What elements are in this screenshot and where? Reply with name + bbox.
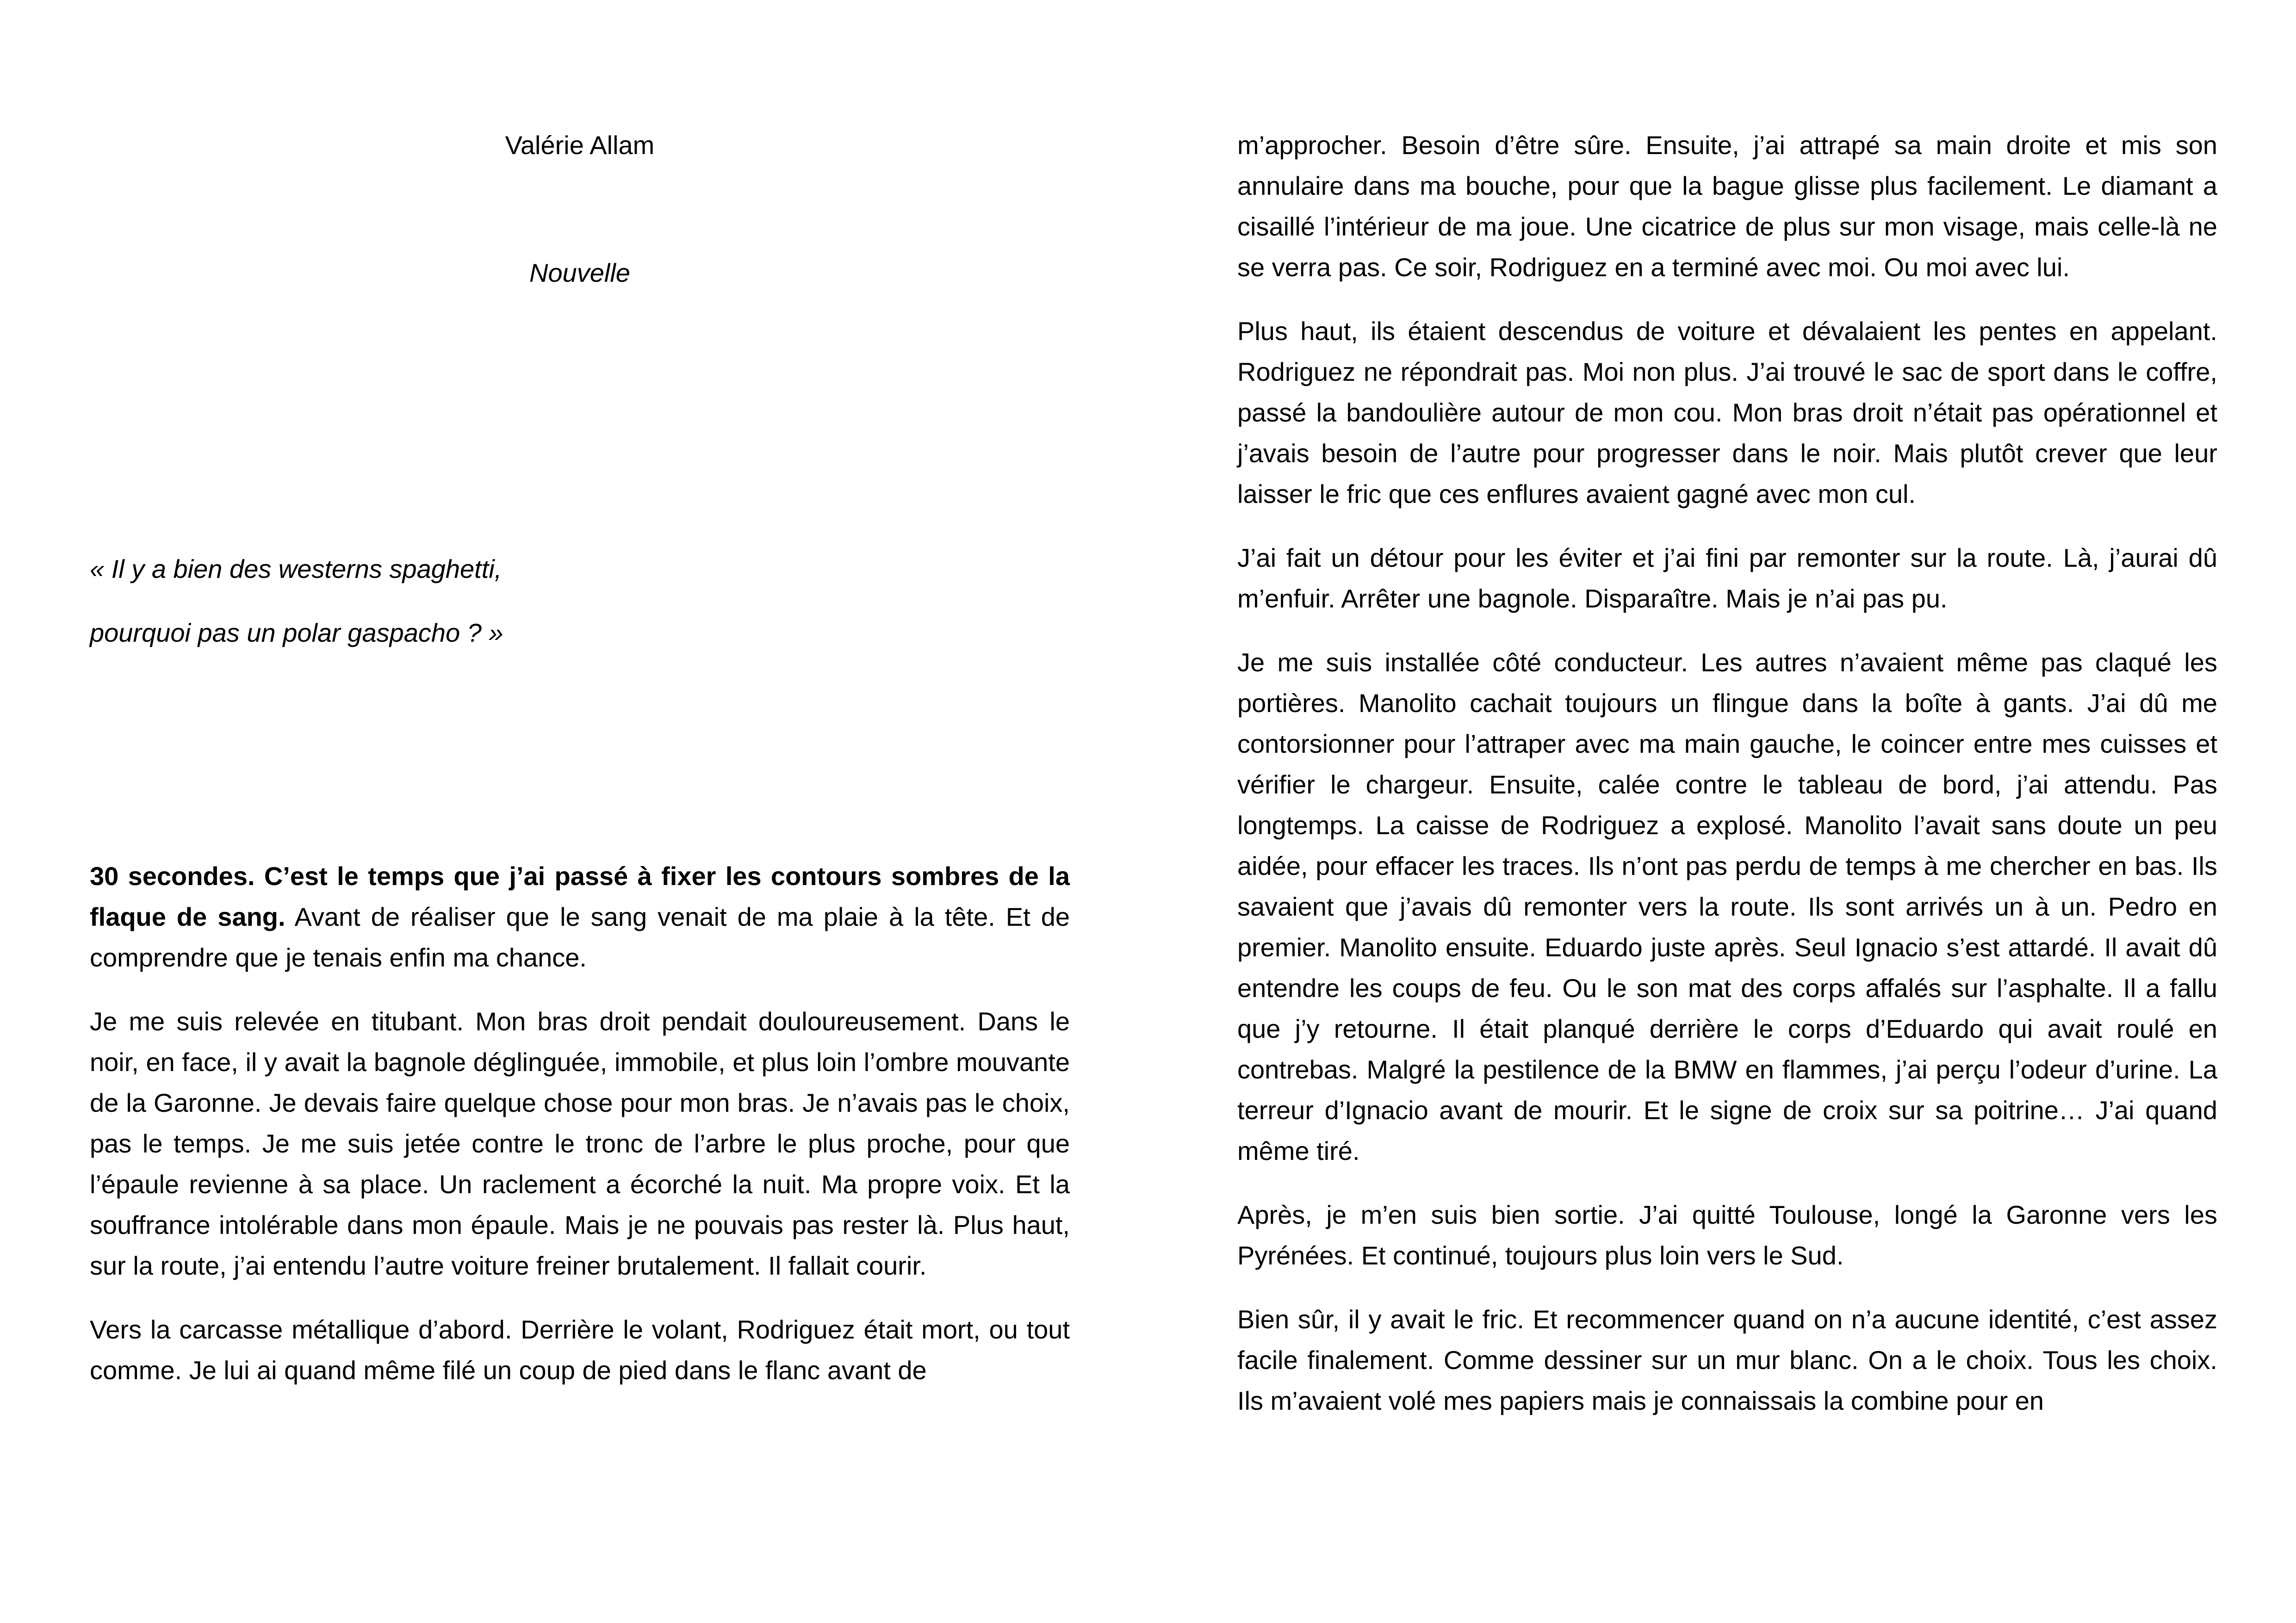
left-page bbox=[90, 125, 1070, 1414]
epigraph-line-1: « Il y a bien des westerns spaghetti, bbox=[90, 554, 502, 583]
epigraph-line-2: pourquoi pas un polar gaspacho ? » bbox=[90, 618, 503, 647]
paragraph-1 bbox=[90, 856, 1070, 978]
right-page bbox=[1237, 125, 2217, 1444]
author-name: Valérie Allam bbox=[505, 130, 655, 160]
paragraph-8: Après, je m’en suis bien sortie. J’ai quitté Toulouse, longé la Garonne vers les Pyrénées. Et continué, toujours plus loin vers le Sud. bbox=[1237, 1200, 2217, 1270]
paragraph-2: Je me suis relevée en titubant. Mon bras droit pendait douloureusement. Dans le noir, en face, il y avait la bagnole déglinguée, immobile, et plus loin l’ombre mouvante de la Garonne. Je devais faire quelque chose pour mon bras. Je n’avais pas le choix, pas le temps. Je me suis jetée contre le tronc de l’arbre le plus proche, pour que l’épaule revienne à sa place. Un raclement a écorché la nuit. Ma propre voix. Et la souffrance intolérable dans mon épaule. Mais je ne pouvais pas rester là. Plus haut, sur la route, j’ai entendu l’autre voiture freiner brutalement. Il fallait courir. bbox=[90, 1007, 1070, 1280]
paragraph-3: Vers la carcasse métallique d’abord. Derrière le volant, Rodriguez était mort, ou tout comme. Je lui ai quand même filé un coup de pied dans le flanc avant de bbox=[90, 1315, 1070, 1385]
opening-bold-sentence: 30 secondes. C’est le temps que j’ai passé à fixer les contours sombres de la flaque de sang. bbox=[90, 861, 1070, 931]
paragraph-7: Je me suis installée côté conducteur. Les autres n’avaient même pas claqué les portières. Manolito cachait toujours un flingue dans la boîte à gants. J’ai dû me contorsionner pour l’attraper avec ma main gauche, le coincer entre mes cuisses et vérifier le chargeur. Ensuite, calée contre le tableau de bord, j’ai attendu. Pas longtemps. La caisse de Rodriguez a explosé. Manolito l’avait sans doute un peu aidée, pour effacer les traces. Ils n’ont pas perdu de temps à me chercher en bas. Ils savaient que j’avais dû remonter vers la route. Ils sont arrivés un à un. Pedro en premier. Manolito ensuite. Eduardo juste après. Seul Ignacio s’est attardé. Il avait dû entendre les coups de feu. Ou le son mat des corps affalés sur l’asphalte. Il a fallu que j’y retourne. Il était planqué derrière le corps d’Eduardo qui avait roulé en contrebas. Malgré la pestilence de la BMW en flammes, j’ai perçu l’odeur d’urine. La terreur d’Ignacio avant de mourir. Et le signe de croix sur sa poitrine… J’ai quand même tiré. bbox=[1237, 648, 2217, 1165]
paragraph-9: Bien sûr, il y avait le fric. Et recommencer quand on n’a aucune identité, c’est assez facile finalement. Comme dessiner sur un mur blanc. On a le choix. Tous les choix. Ils m’avaient volé mes papiers mais je connaissais la combine pour en bbox=[1237, 1305, 2217, 1415]
genre-label: Nouvelle bbox=[529, 258, 630, 287]
paragraph-1-text: Avant de réaliser que le sang venait de ma plaie à la tête. Et de comprendre que je tenais enfin ma chance. bbox=[90, 902, 1070, 972]
paragraph-6: J’ai fait un détour pour les éviter et j’ai fini par remonter sur la route. Là, j’aurai dû m’enfuir. Arrêter une bagnole. Disparaître. Mais je n’ai pas pu. bbox=[1237, 543, 2217, 613]
paragraph-5: Plus haut, ils étaient descendus de voiture et dévalaient les pentes en appelant. Rodriguez ne répondrait pas. Moi non plus. J’ai trouvé le sac de sport dans le coffre, passé la bandoulière autour de mon cou. Mon bras droit n’était pas opérationnel et j’avais besoin de l’autre pour progresser dans le noir. Mais plutôt crever que leur laisser le fric que ces enflures avaient gagné avec mon cul. bbox=[1237, 316, 2217, 508]
paragraph-4: m’approcher. Besoin d’être sûre. Ensuite, j’ai attrapé sa main droite et mis son annulaire dans ma bouche, pour que la bague glisse plus facilement. Le diamant a cisaillé l’intérieur de ma joue. Une cicatrice de plus sur mon visage, mais celle-là ne se verra pas. Ce soir, Rodriguez en a terminé avec moi. Ou moi avec lui. bbox=[1237, 130, 2217, 282]
